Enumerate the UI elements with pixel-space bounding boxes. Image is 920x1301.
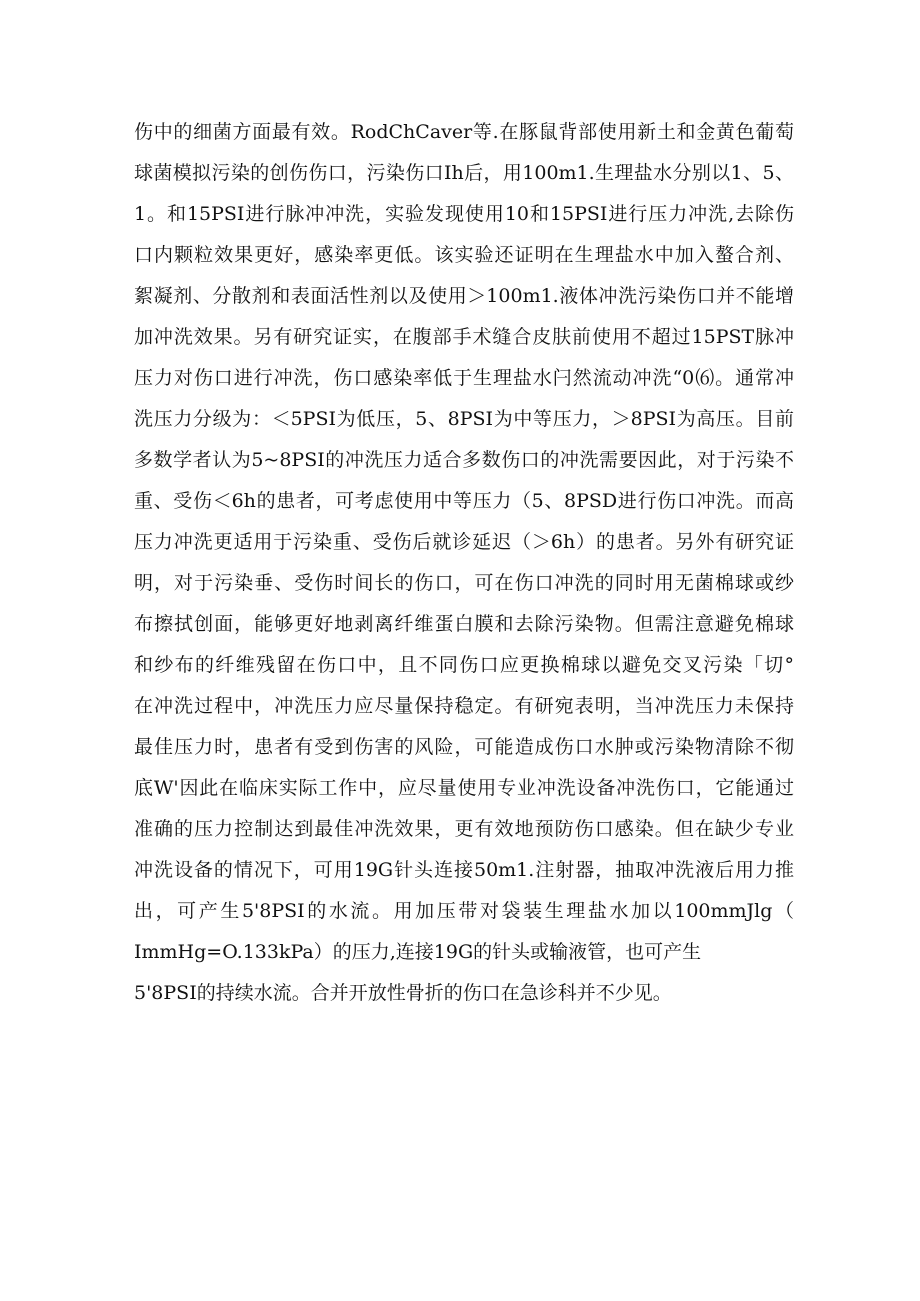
text-line: 明，对于污染垂、受伤时间长的伤口，可在伤口冲洗的同时用无菌棉球或纱 [134,572,794,594]
text-line: 絮凝剂、分散剂和表面活性剂以及使用＞100m1.液体冲洗污染伤口并不能增 [134,285,794,307]
text-line: 最佳压力时，患者有受到伤害的风险，可能造成伤口水肿或污染物清除不彻 [134,736,794,758]
text-line: 和纱布的纤维残留在伤口中，且不同伤口应更换棉球以避免交叉污染「切° [134,654,794,676]
text-line: 在冲洗过程中，冲洗压力应尽量保持稳定。有研宛表明，当冲洗压力未保持 [134,695,794,717]
text-line: 出，可产生5'8PSI的水流。用加压带对袋装生理盐水加以100mmJlg（ [134,900,794,922]
text-line: 准确的压力控制达到最佳冲洗效果，更有效地预防伤口感染。但在缺少专业 [134,818,794,840]
body-paragraph [134,112,794,1014]
text-line: 压力冲洗更适用于污染重、受伤后就诊延迟（＞6h）的患者。另外有研究证 [134,531,794,553]
text-line: 伤中的细菌方面最有效。RodChCaver等.在豚鼠背部使用新土和金黄色葡萄 [134,121,794,143]
text-line: 多数学者认为5~8PSI的冲洗压力适合多数伤口的冲洗需要因此，对于污染不 [134,449,794,471]
text-line: 布擦拭创面，能够更好地剥离纤维蛋白膜和去除污染物。但需注意避免棉球 [134,613,794,635]
text-line: 底W'因此在临床实际工作中，应尽量使用专业冲洗设备冲洗伤口，它能通过 [134,777,794,799]
text-line: 重、受伤＜6h的患者，可考虑使用中等压力（5、8PSD进行伤口冲洗。而高 [134,490,794,512]
text-line: 压力对伤口进行冲洗，伤口感染率低于生理盐水闩然流动冲洗“0⑹。通常冲 [134,367,794,389]
text-line: 洗压力分级为：＜5PSI为低压，5、8PSI为中等压力，＞8PSI为高压。目前 [134,408,794,430]
text-line: 1。和15PSI进行脉冲冲洗，实验发现使用10和15PSI进行压力冲洗,去除伤 [134,203,794,225]
text-line: ImmHg=O.133kPa）的压力,连接19G的针头或输液管，也可产生 [134,941,702,963]
text-line: 球菌模拟污染的创伤伤口，污染伤口Ih后，用100m1.生理盐水分别以1、5、 [134,162,794,184]
text-line: 口内颗粒效果更好，感染率更低。该实验还证明在生理盐水中加入螯合剂、 [134,244,794,266]
text-line: 冲洗设备的情况下，可用19G针头连接50m1.注射器，抽取冲洗液后用力推 [134,859,794,881]
text-line: 加冲洗效果。另有研究证实，在腹部手术缝合皮肤前使用不超过15PST脉冲 [134,326,794,348]
text-line: 5'8PSI的持续水流。合并开放性骨折的伤口在急诊科并不少见。 [134,982,672,1004]
